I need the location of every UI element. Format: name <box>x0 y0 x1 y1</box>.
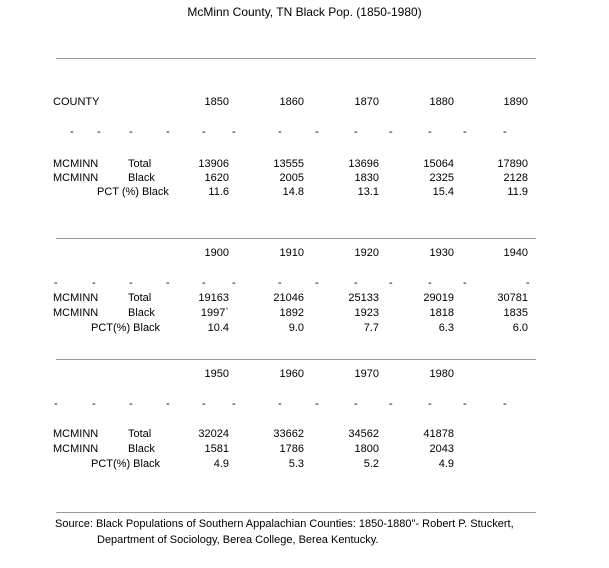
year-header: 1870 <box>354 96 379 108</box>
table-cell-black: 1830 <box>354 172 379 184</box>
divider-1 <box>56 238 536 239</box>
table-cell-black: 1581 <box>204 443 229 455</box>
table-cell-total: 19163 <box>198 292 229 304</box>
table-cell-pct: 9.0 <box>288 322 304 334</box>
separator-dash: - <box>54 277 58 289</box>
separator-dash: - <box>129 277 133 289</box>
separator-dash: - <box>92 398 96 410</box>
separator-dash: - <box>428 398 432 410</box>
separator-dash: - <box>70 126 74 138</box>
row-label-total: Total <box>128 428 152 440</box>
table-cell-total: 41878 <box>423 428 454 440</box>
separator-dash: - <box>166 126 170 138</box>
separator-dash: - <box>463 126 467 138</box>
table-cell-pct: 10.4 <box>207 322 229 334</box>
divider-top <box>56 58 536 59</box>
separator-dash: - <box>97 126 101 138</box>
table-cell-black: 1620 <box>204 172 229 184</box>
year-header: 1920 <box>354 247 379 259</box>
separator-dash: - <box>92 277 96 289</box>
year-header: 1900 <box>204 247 229 259</box>
separator-dash: - <box>354 398 358 410</box>
separator-dash: - <box>232 398 236 410</box>
separator-dash: - <box>54 398 58 410</box>
separator-dash: - <box>129 126 133 138</box>
separator-dash: - <box>354 126 358 138</box>
table-cell-black: 1835 <box>503 307 528 319</box>
separator-dash: - <box>315 277 319 289</box>
table-cell-total: 29019 <box>423 292 454 304</box>
year-header: 1890 <box>503 96 528 108</box>
county-name: MCMINN <box>53 158 99 170</box>
separator-dash: - <box>389 126 393 138</box>
table-cell-black: 1786 <box>279 443 304 455</box>
separator-dash: - <box>278 398 282 410</box>
table-cell-black: 2005 <box>279 172 304 184</box>
year-header: 1910 <box>279 247 304 259</box>
county-name: MCMINN <box>53 428 99 440</box>
row-label-total: Total <box>128 292 152 304</box>
page-title: McMinn County, TN Black Pop. (1850-1980) <box>187 5 422 19</box>
table-cell-black: 1997` <box>200 307 229 319</box>
table-cell-total: 34562 <box>348 428 379 440</box>
separator-dash: - <box>526 277 530 289</box>
separator-dash: - <box>166 277 170 289</box>
table-cell-pct: 4.9 <box>213 458 229 470</box>
table-cell-total: 15064 <box>423 158 454 170</box>
source-line-1: Source: Black Populations of Southern Appalachian Counties: 1850-1880"- Robert P. Stuckert, <box>55 518 514 530</box>
separator-dash: - <box>389 398 393 410</box>
table-cell-black: 2043 <box>429 443 454 455</box>
row-label-pct: PCT(%) Black <box>91 458 161 470</box>
table-cell-total: 13555 <box>273 158 304 170</box>
year-header: 1850 <box>204 96 229 108</box>
row-label-pct: PCT(%) Black <box>91 322 161 334</box>
separator-dash: - <box>232 277 236 289</box>
table-cell-pct: 6.0 <box>512 322 528 334</box>
separator-dash: - <box>463 398 467 410</box>
table-cell-pct: 11.6 <box>208 186 229 198</box>
table-cell-black: 1800 <box>354 443 379 455</box>
table-cell-total: 13696 <box>348 158 379 170</box>
table-cell-pct: 4.9 <box>438 458 454 470</box>
table-cell-black: 1892 <box>279 307 304 319</box>
table-cell-total: 30781 <box>497 292 528 304</box>
separator-dash: - <box>202 126 206 138</box>
separator-dash: - <box>202 277 206 289</box>
table-cell-total: 21046 <box>273 292 304 304</box>
separator-dash: - <box>232 126 236 138</box>
year-header: 1980 <box>429 368 454 380</box>
separator-dash: - <box>463 277 467 289</box>
county-name: MCMINN <box>53 172 99 184</box>
table-cell-pct: 6.3 <box>438 322 454 334</box>
table-cell-total: 33662 <box>273 428 304 440</box>
year-header: 1960 <box>279 368 304 380</box>
year-header: 1860 <box>279 96 304 108</box>
separator-dash: - <box>428 277 432 289</box>
table-cell-total: 17890 <box>497 158 528 170</box>
row-label-total: Total <box>128 158 152 170</box>
separator-dash: - <box>129 398 133 410</box>
separator-dash: - <box>503 398 507 410</box>
separator-dash: - <box>428 126 432 138</box>
county-column-header: COUNTY <box>53 96 100 108</box>
separator-dash: - <box>202 398 206 410</box>
year-header: 1970 <box>354 368 379 380</box>
year-header: 1880 <box>429 96 454 108</box>
table-cell-black: 2128 <box>503 172 528 184</box>
source-line-2: Department of Sociology, Berea College, Berea Kentucky. <box>97 534 379 546</box>
separator-dash: - <box>503 126 507 138</box>
divider-2 <box>56 359 536 360</box>
row-label-pct: PCT (%) Black <box>97 186 169 198</box>
year-header: 1940 <box>503 247 528 259</box>
table-cell-total: 25133 <box>348 292 379 304</box>
year-header: 1930 <box>429 247 454 259</box>
county-name: MCMINN <box>53 443 99 455</box>
table-cell-pct: 15.4 <box>432 186 454 198</box>
divider-bottom <box>56 512 536 513</box>
row-label-black: Black <box>128 172 155 184</box>
table-cell-pct: 11.9 <box>507 186 528 198</box>
separator-dash: - <box>315 398 319 410</box>
table-cell-pct: 5.2 <box>363 458 379 470</box>
separator-dash: - <box>389 277 393 289</box>
table-cell-pct: 14.8 <box>282 186 304 198</box>
row-label-black: Black <box>128 443 155 455</box>
year-header: 1950 <box>204 368 229 380</box>
table-cell-black: 2325 <box>429 172 454 184</box>
separator-dash: - <box>278 126 282 138</box>
county-name: MCMINN <box>53 292 99 304</box>
table-cell-black: 1923 <box>354 307 379 319</box>
separator-dash: - <box>166 398 170 410</box>
separator-dash: - <box>354 277 358 289</box>
table-cell-black: 1818 <box>429 307 454 319</box>
row-label-black: Black <box>128 307 155 319</box>
table-cell-total: 32024 <box>198 428 229 440</box>
table-cell-total: 13906 <box>198 158 229 170</box>
separator-dash: - <box>278 277 282 289</box>
table-cell-pct: 5.3 <box>288 458 304 470</box>
separator-dash: - <box>315 126 319 138</box>
table-cell-pct: 13.1 <box>357 186 379 198</box>
table-cell-pct: 7.7 <box>363 322 379 334</box>
county-name: MCMINN <box>53 307 99 319</box>
